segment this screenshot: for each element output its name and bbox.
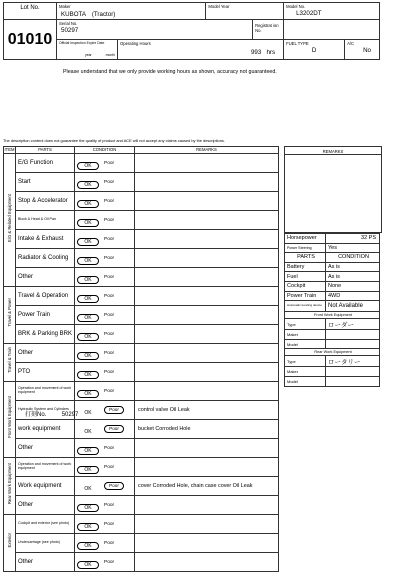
footer: [25, 409, 78, 418]
ok-cell[interactable]: [75, 230, 102, 249]
poor-cell[interactable]: [101, 211, 135, 230]
ac-label: A/C: [347, 41, 355, 46]
poor-option: Poor: [104, 559, 115, 565]
table-row: [4, 249, 279, 268]
table-row: [4, 515, 279, 534]
poor-option: Poor: [104, 236, 115, 242]
part-name: Intake & Exhaust: [16, 230, 75, 249]
part-name: Stop & Accelerator: [16, 192, 75, 211]
horsepower-value: 32 PS: [326, 234, 380, 244]
poor-option: Poor: [104, 217, 115, 223]
ok-option: OK: [84, 429, 92, 435]
ok-selected-mark: OK: [77, 352, 99, 360]
disclaimer-text: The description content does not guarantee the quality of product and ACE will not accept any claims caused by the descriptions.: [3, 138, 225, 143]
ok-selected-mark: OK: [77, 371, 99, 379]
remark-cell: [135, 439, 279, 458]
col-item-header: ITEM: [4, 146, 15, 152]
poor-cell[interactable]: [101, 496, 135, 515]
rear-type-label: Type: [285, 356, 326, 367]
poor-option: Poor: [104, 388, 115, 394]
remark-cell: [135, 230, 279, 249]
table-row: [4, 363, 279, 382]
inspection-label: Official Inspection Expire Date: [59, 41, 105, 45]
hours-cell: [118, 40, 284, 60]
poor-selected-mark: Poor: [104, 482, 124, 490]
category-label: Rear Work Equipment: [7, 462, 12, 505]
lot-label: Lot No.: [20, 5, 40, 11]
remark-cell: cover Corroded Hole, chain case cover Oil Leak: [135, 477, 279, 496]
maker-cell: [57, 3, 206, 20]
ok-cell[interactable]: [75, 173, 102, 192]
part-name: Other: [16, 268, 75, 287]
table-row: [4, 382, 279, 401]
remark-cell: [135, 344, 279, 363]
table-row: [4, 325, 279, 344]
part-name: Other: [16, 496, 75, 515]
right-remarks-box: [284, 153, 382, 233]
hours-value: 993: [250, 49, 262, 56]
registration-label: Registrat ion No.: [255, 23, 279, 33]
poor-cell[interactable]: [101, 192, 135, 211]
remark-cell: [135, 173, 279, 192]
model-no-label: Model No.: [286, 4, 306, 9]
poor-option: Poor: [104, 464, 115, 470]
ok-selected-mark: OK: [77, 295, 99, 303]
ac-cell: [345, 40, 380, 60]
poor-option: Poor: [104, 445, 115, 451]
remark-cell: control valve Oil Leak: [135, 401, 279, 420]
poor-cell[interactable]: [101, 154, 135, 173]
poor-option: Poor: [104, 198, 115, 204]
poor-option: Poor: [104, 312, 115, 318]
cockpit-label: Cockpit: [285, 281, 326, 291]
front-type-value: ローダー: [326, 319, 380, 330]
table-row: [4, 268, 279, 287]
remark-cell: [135, 249, 279, 268]
front-model-value: [326, 339, 380, 349]
part-name: Hydraulic System and Cylinders: [16, 401, 75, 420]
part-name: Other: [16, 344, 75, 363]
ok-selected-mark: OK: [77, 314, 99, 322]
part-name: Operation and movement of work equipment: [16, 382, 75, 401]
poor-cell[interactable]: [101, 325, 135, 344]
part-name: E/G Function: [16, 154, 75, 173]
ok-selected-mark: OK: [77, 181, 99, 189]
part-name: Radiator & Cooling: [16, 249, 75, 268]
front-maker-label: Maker: [285, 330, 326, 340]
table-row: [4, 306, 279, 325]
ok-cell[interactable]: [75, 458, 102, 477]
rear-maker-value: [326, 367, 380, 377]
part-name: Other: [16, 553, 75, 572]
category-cell: [4, 458, 16, 515]
fuel-label: Fuel: [285, 272, 326, 282]
table-row: [4, 287, 279, 306]
ok-selected-mark: OK: [77, 504, 99, 512]
serial-cell: [57, 20, 253, 40]
remark-cell: [135, 154, 279, 173]
inspection-table: [3, 146, 279, 572]
header-table: [3, 2, 380, 60]
ok-cell[interactable]: [75, 534, 102, 553]
remark-cell: [135, 515, 279, 534]
inspection-table-body: [4, 154, 279, 572]
ok-option: OK: [84, 486, 92, 492]
battery-value: As is: [326, 262, 380, 272]
category-label: Travel & Train: [7, 347, 12, 373]
ok-cell[interactable]: [75, 477, 102, 496]
poor-cell[interactable]: [101, 439, 135, 458]
remark-cell: [135, 306, 279, 325]
ok-cell[interactable]: [75, 382, 102, 401]
part-name: Operation and movement of work equipment: [16, 458, 75, 477]
poor-cell[interactable]: [101, 534, 135, 553]
part-name: Block & Head & Oil Pan: [16, 211, 75, 230]
fuel-value: D: [311, 47, 317, 54]
front-work-label: Front Work Equipment: [285, 312, 380, 319]
ok-cell[interactable]: [75, 306, 102, 325]
category-label: Front Work Equipment: [7, 396, 12, 438]
poor-cell[interactable]: [101, 382, 135, 401]
poor-option: Poor: [104, 293, 115, 299]
ok-cell[interactable]: [75, 325, 102, 344]
category-cell: [4, 287, 16, 344]
poor-cell[interactable]: [101, 420, 135, 439]
ok-cell[interactable]: [75, 439, 102, 458]
ok-selected-mark: OK: [77, 523, 99, 531]
category-cell: [4, 382, 16, 458]
category-label: Exterior: [7, 533, 12, 548]
part-name: Other: [16, 439, 75, 458]
remark-cell: [135, 211, 279, 230]
serial-label: Serial No.: [59, 21, 78, 26]
poor-cell[interactable]: [101, 477, 135, 496]
power-steering-label: Power Steering: [285, 243, 326, 253]
fuel-value: As is: [326, 272, 380, 282]
fuel-label: FUEL TYPE: [286, 41, 309, 46]
remark-cell: [135, 287, 279, 306]
power-steering-value: Yes: [326, 243, 380, 253]
hours-unit: hrs: [266, 49, 276, 56]
hours-label: Operating Hours: [120, 41, 151, 46]
table-row: [4, 496, 279, 515]
front-model-label: Model: [285, 339, 326, 349]
model-no-cell: [284, 3, 380, 20]
table-row: [4, 553, 279, 572]
poor-selected-mark: Poor: [104, 406, 124, 414]
ok-selected-mark: OK: [77, 542, 99, 550]
remark-cell: [135, 363, 279, 382]
remark-cell: [135, 192, 279, 211]
model-year-label: Model Year: [208, 4, 230, 9]
footer-value: 50297: [61, 412, 79, 418]
maker-label: Maker: [59, 4, 71, 9]
ok-selected-mark: OK: [77, 390, 99, 398]
poor-cell[interactable]: [101, 515, 135, 534]
poor-option: Poor: [104, 331, 115, 337]
remark-cell: [135, 553, 279, 572]
poor-option: Poor: [104, 502, 115, 508]
auto-leveling-label: Automatic leveling device: [285, 301, 326, 312]
horsepower-label: Horsepower: [285, 234, 326, 244]
table-row: [4, 344, 279, 363]
poor-cell[interactable]: [101, 268, 135, 287]
right-remarks-label: REMARKS: [322, 148, 344, 154]
col-parts-header: PARTS: [16, 147, 75, 154]
ok-cell[interactable]: [75, 496, 102, 515]
spec-table: [284, 233, 380, 387]
part-name: Work equipment: [16, 477, 75, 496]
ok-selected-mark: OK: [77, 447, 99, 455]
ok-selected-mark: OK: [77, 219, 99, 227]
table-row: [4, 439, 279, 458]
table-row: [4, 534, 279, 553]
battery-label: Battery: [285, 262, 326, 272]
part-name: work equipment: [16, 420, 75, 439]
part-name: Start: [16, 173, 75, 192]
ok-cell[interactable]: [75, 344, 102, 363]
poor-cell[interactable]: [101, 401, 135, 420]
maker-value: KUBOTA (Tractor): [61, 11, 116, 18]
col-remarks-header: REMARKS: [135, 147, 279, 154]
poor-option: Poor: [104, 160, 115, 166]
ok-cell[interactable]: [75, 268, 102, 287]
part-name: PTO: [16, 363, 75, 382]
remark-cell: [135, 458, 279, 477]
ok-selected-mark: OK: [77, 200, 99, 208]
table-row: [4, 173, 279, 192]
table-row: [4, 211, 279, 230]
rear-model-label: Model: [285, 376, 326, 386]
remark-cell: bucket Corroded Hole: [135, 420, 279, 439]
category-cell: [4, 515, 16, 572]
lot-value-cell: [4, 20, 57, 60]
rear-type-value: ロータリー: [326, 356, 380, 367]
ok-option: OK: [84, 410, 92, 416]
power-train-label: Power Train: [285, 291, 326, 301]
poor-option: Poor: [104, 274, 115, 280]
front-type-label: Type: [285, 319, 326, 330]
ok-selected-mark: OK: [77, 238, 99, 246]
rear-model-value: [326, 376, 380, 386]
poor-cell[interactable]: [101, 173, 135, 192]
hours-value-group: [247, 48, 279, 57]
poor-option: Poor: [104, 521, 115, 527]
table-row: [4, 477, 279, 496]
ok-cell[interactable]: [75, 515, 102, 534]
ok-selected-mark: OK: [77, 561, 99, 569]
part-name: Cockpit and exterior (see photo): [16, 515, 75, 534]
rear-maker-label: Maker: [285, 367, 326, 377]
ok-cell[interactable]: [75, 363, 102, 382]
remark-cell: [135, 496, 279, 515]
auto-leveling-value: Not Available: [326, 301, 380, 312]
model-no-value: L3202DT: [296, 10, 322, 17]
table-row: [4, 192, 279, 211]
rear-work-label: Rear Work Equipment: [285, 349, 380, 356]
poor-option: Poor: [104, 179, 115, 185]
poor-cell[interactable]: [101, 553, 135, 572]
ok-cell[interactable]: [75, 154, 102, 173]
part-name: Travel & Operation: [16, 287, 75, 306]
cockpit-value: None: [326, 281, 380, 291]
ok-cell[interactable]: [75, 211, 102, 230]
remark-cell: [135, 325, 279, 344]
ok-selected-mark: OK: [77, 466, 99, 474]
lot-value: 01010: [7, 30, 53, 48]
poor-option: Poor: [104, 350, 115, 356]
poor-cell[interactable]: [101, 306, 135, 325]
poor-option: Poor: [104, 369, 115, 375]
table-row: [4, 458, 279, 477]
poor-option: Poor: [104, 255, 115, 261]
lot-label-cell: [4, 3, 57, 20]
fuel-cell: [284, 40, 345, 60]
registration-value-cell: [284, 20, 380, 40]
ok-cell[interactable]: [75, 401, 102, 420]
poor-cell[interactable]: [101, 287, 135, 306]
footer-label: 打刻No.: [25, 412, 47, 418]
table-row: [4, 420, 279, 439]
ok-selected-mark: OK: [77, 333, 99, 341]
part-name: BRK & Parking BRK: [16, 325, 75, 344]
condition-label: CONDITION: [326, 253, 380, 263]
poor-cell[interactable]: [101, 230, 135, 249]
month-label: month: [105, 52, 115, 57]
category-label: E/G & Related Equipment: [7, 193, 12, 242]
ok-selected-mark: OK: [77, 162, 99, 170]
poor-cell[interactable]: [101, 363, 135, 382]
part-name: Undercarriage (see photo): [16, 534, 75, 553]
year-label: year: [85, 52, 92, 57]
poor-cell[interactable]: [101, 458, 135, 477]
registration-cell: [253, 20, 284, 40]
poor-selected-mark: Poor: [104, 425, 124, 433]
ok-selected-mark: OK: [77, 257, 99, 265]
ok-cell[interactable]: [75, 420, 102, 439]
parts-label: PARTS: [285, 253, 326, 263]
remark-cell: [135, 534, 279, 553]
category-cell: [4, 154, 16, 287]
ac-value: No: [363, 47, 371, 54]
ok-cell[interactable]: [75, 553, 102, 572]
notice-text: Please understand that we only provide working hours as shown, accuracy not guaranteed.: [63, 69, 277, 75]
category-cell: [4, 344, 16, 382]
ok-cell[interactable]: [75, 287, 102, 306]
front-maker-value: [326, 330, 380, 340]
inspection-cell: [57, 40, 118, 60]
remark-cell: [135, 382, 279, 401]
model-year-cell: [206, 3, 284, 20]
power-train-value: 4WD: [326, 291, 380, 301]
poor-option: Poor: [104, 540, 115, 546]
category-label: Travel & Power: [7, 298, 12, 327]
serial-value: 50297: [61, 27, 79, 34]
ok-cell[interactable]: [75, 249, 102, 268]
table-row: [4, 154, 279, 173]
ok-selected-mark: OK: [77, 276, 99, 284]
table-row: [4, 230, 279, 249]
ok-cell[interactable]: [75, 192, 102, 211]
remark-cell: [135, 268, 279, 287]
poor-cell[interactable]: [101, 249, 135, 268]
part-name: Power Train: [16, 306, 75, 325]
poor-cell[interactable]: [101, 344, 135, 363]
col-condition-header: CONDITION: [75, 147, 135, 154]
